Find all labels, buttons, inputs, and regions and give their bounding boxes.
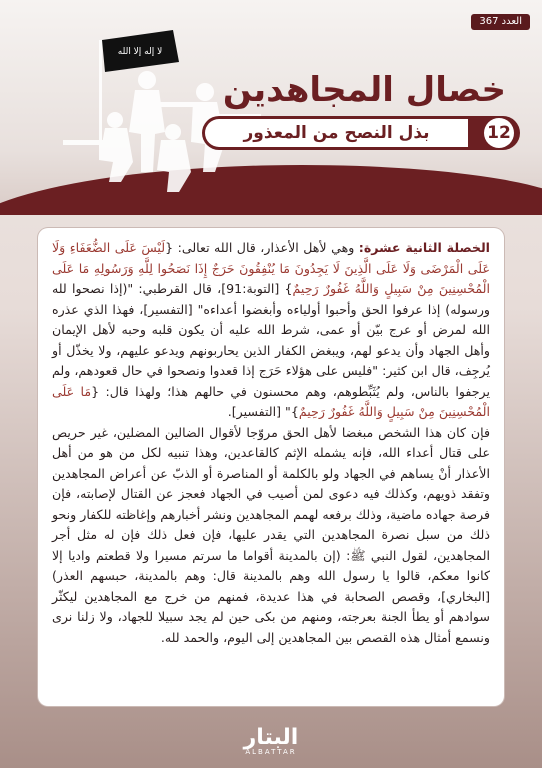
subtitle: بذل النصح من المعذور: [205, 119, 468, 147]
paragraph-text: وهي لأهل الأعذار، قال الله تعالى: {: [165, 240, 359, 255]
section-number: 12: [484, 118, 514, 148]
article-lead: الخصلة الثانية عشرة:: [358, 240, 490, 255]
quran-verse: مَا عَلَى الْمُحْسِنِينَ مِنْ سَبِيلٍ وَاللَّهُ غَفُورٌ رَحِيمٌ: [52, 383, 490, 419]
issue-badge: العدد 367: [471, 14, 530, 30]
quran-verse: لَيْسَ عَلَى الضُّعَفَاءِ وَلَا عَلَى الْمَرْضَى وَلَا عَلَى الَّذِينَ لَا يَجِدُونَ مَا يُنْفِقُونَ حَرَجٌ إِذَا نَصَحُوا لِلَّهِ وَرَسُولِهِ مَا عَلَى الْمُحْسِنِينَ مِنْ سَبِيلٍ وَاللَّهُ غَفُورٌ رَحِيمٌ: [52, 240, 490, 296]
fighters-silhouette-icon: [55, 22, 265, 202]
paragraph-text: }" [التفسير].: [227, 404, 299, 419]
logo-arabic: البتار: [243, 725, 299, 750]
article-body: [52, 238, 490, 700]
header: [0, 0, 542, 215]
article-card: [38, 228, 504, 706]
flag-text: لا إله إلا الله: [117, 47, 163, 57]
article-paragraph-1: [52, 238, 490, 423]
page-title: خصال المجاهدين: [222, 70, 506, 110]
paragraph-text: } [التوبة:91]، قال القرطبي: "(إذا نصحوا لله ورسوله) إذا عرفوا الحق وأحبوا أولياءه وأبغضوا أعداءه" [التفسير]، فهذا الذي عذره الله لمرض أو عرج بيّن أو عمى، شرط الله عليه أن يكون قلبه وحبه لأهل الإيمان وأهل الجهاد وأن يدعو لهم، ويبغض الكفار الذين يحاربونهم ويدعو عليهم، ولا يخذّل أو يُرجِف، قال ابن كثير: "فليس على هؤلاء حَرَج إذا قعدوا ونصحوا في حال قعودهم، ولم يرجفوا بالناس، ولم يُثَبِّطوهم، وهم محسنون في حالهم هذا؛ ولهذا قال: {: [52, 281, 490, 399]
logo-english: ALBATTAR: [245, 748, 297, 756]
subtitle-bar: [202, 116, 520, 150]
footer-logo: [0, 725, 542, 756]
article-paragraph-2: فإن كان هذا الشخص مبغضا لأهل الحق مروّجا لأقوال الضالين المضلين، غير حريص على قتال أعداء الله، فإنه يشمله الإثم كالقاعدين، وهذا تنبيه لكل من هو من أهل الأعذار أنْ يساهم في الجهاد ولو بالكلمة أو المناصرة أو الذبّ عن أعراض المجاهدين وتفقد ذويهم، وكذلك فيه دعوى لمن أصيب في الجهاد فعجز عن القتال لإصابته، فإن فرصة جهاده ماضية، وذلك برفعه لهمم المجاهدين ونشر أخبارهم وإغاظته للكفار ونحو ذلك من سبل نصرة المجاهدين التي يقدر عليها، فإن فعل ذلك فإن له مثل أجر المجاهدين، لقول النبي ﷺ: (إن بالمدينة أقواما ما سرتم مسيرا ولا قطعتم واديا إلا كانوا معكم، قالوا يا رسول الله وهم بالمدينة قال: وهم بالمدينة، حبسهم العذر) [البخاري]، وقصص الصحابة في هذا عديدة، فمنهم من خرج مع المجاهدين ليكثّر سوادهم أو يطأ الجنة بعرجته، ومنهم من بكى حين لم يجد سبيلا للجهاد، ولا زلنا نرى ونسمع أمثال هذه القصص بين المجاهدين إلى اليوم، والحمد لله.: [52, 424, 490, 645]
